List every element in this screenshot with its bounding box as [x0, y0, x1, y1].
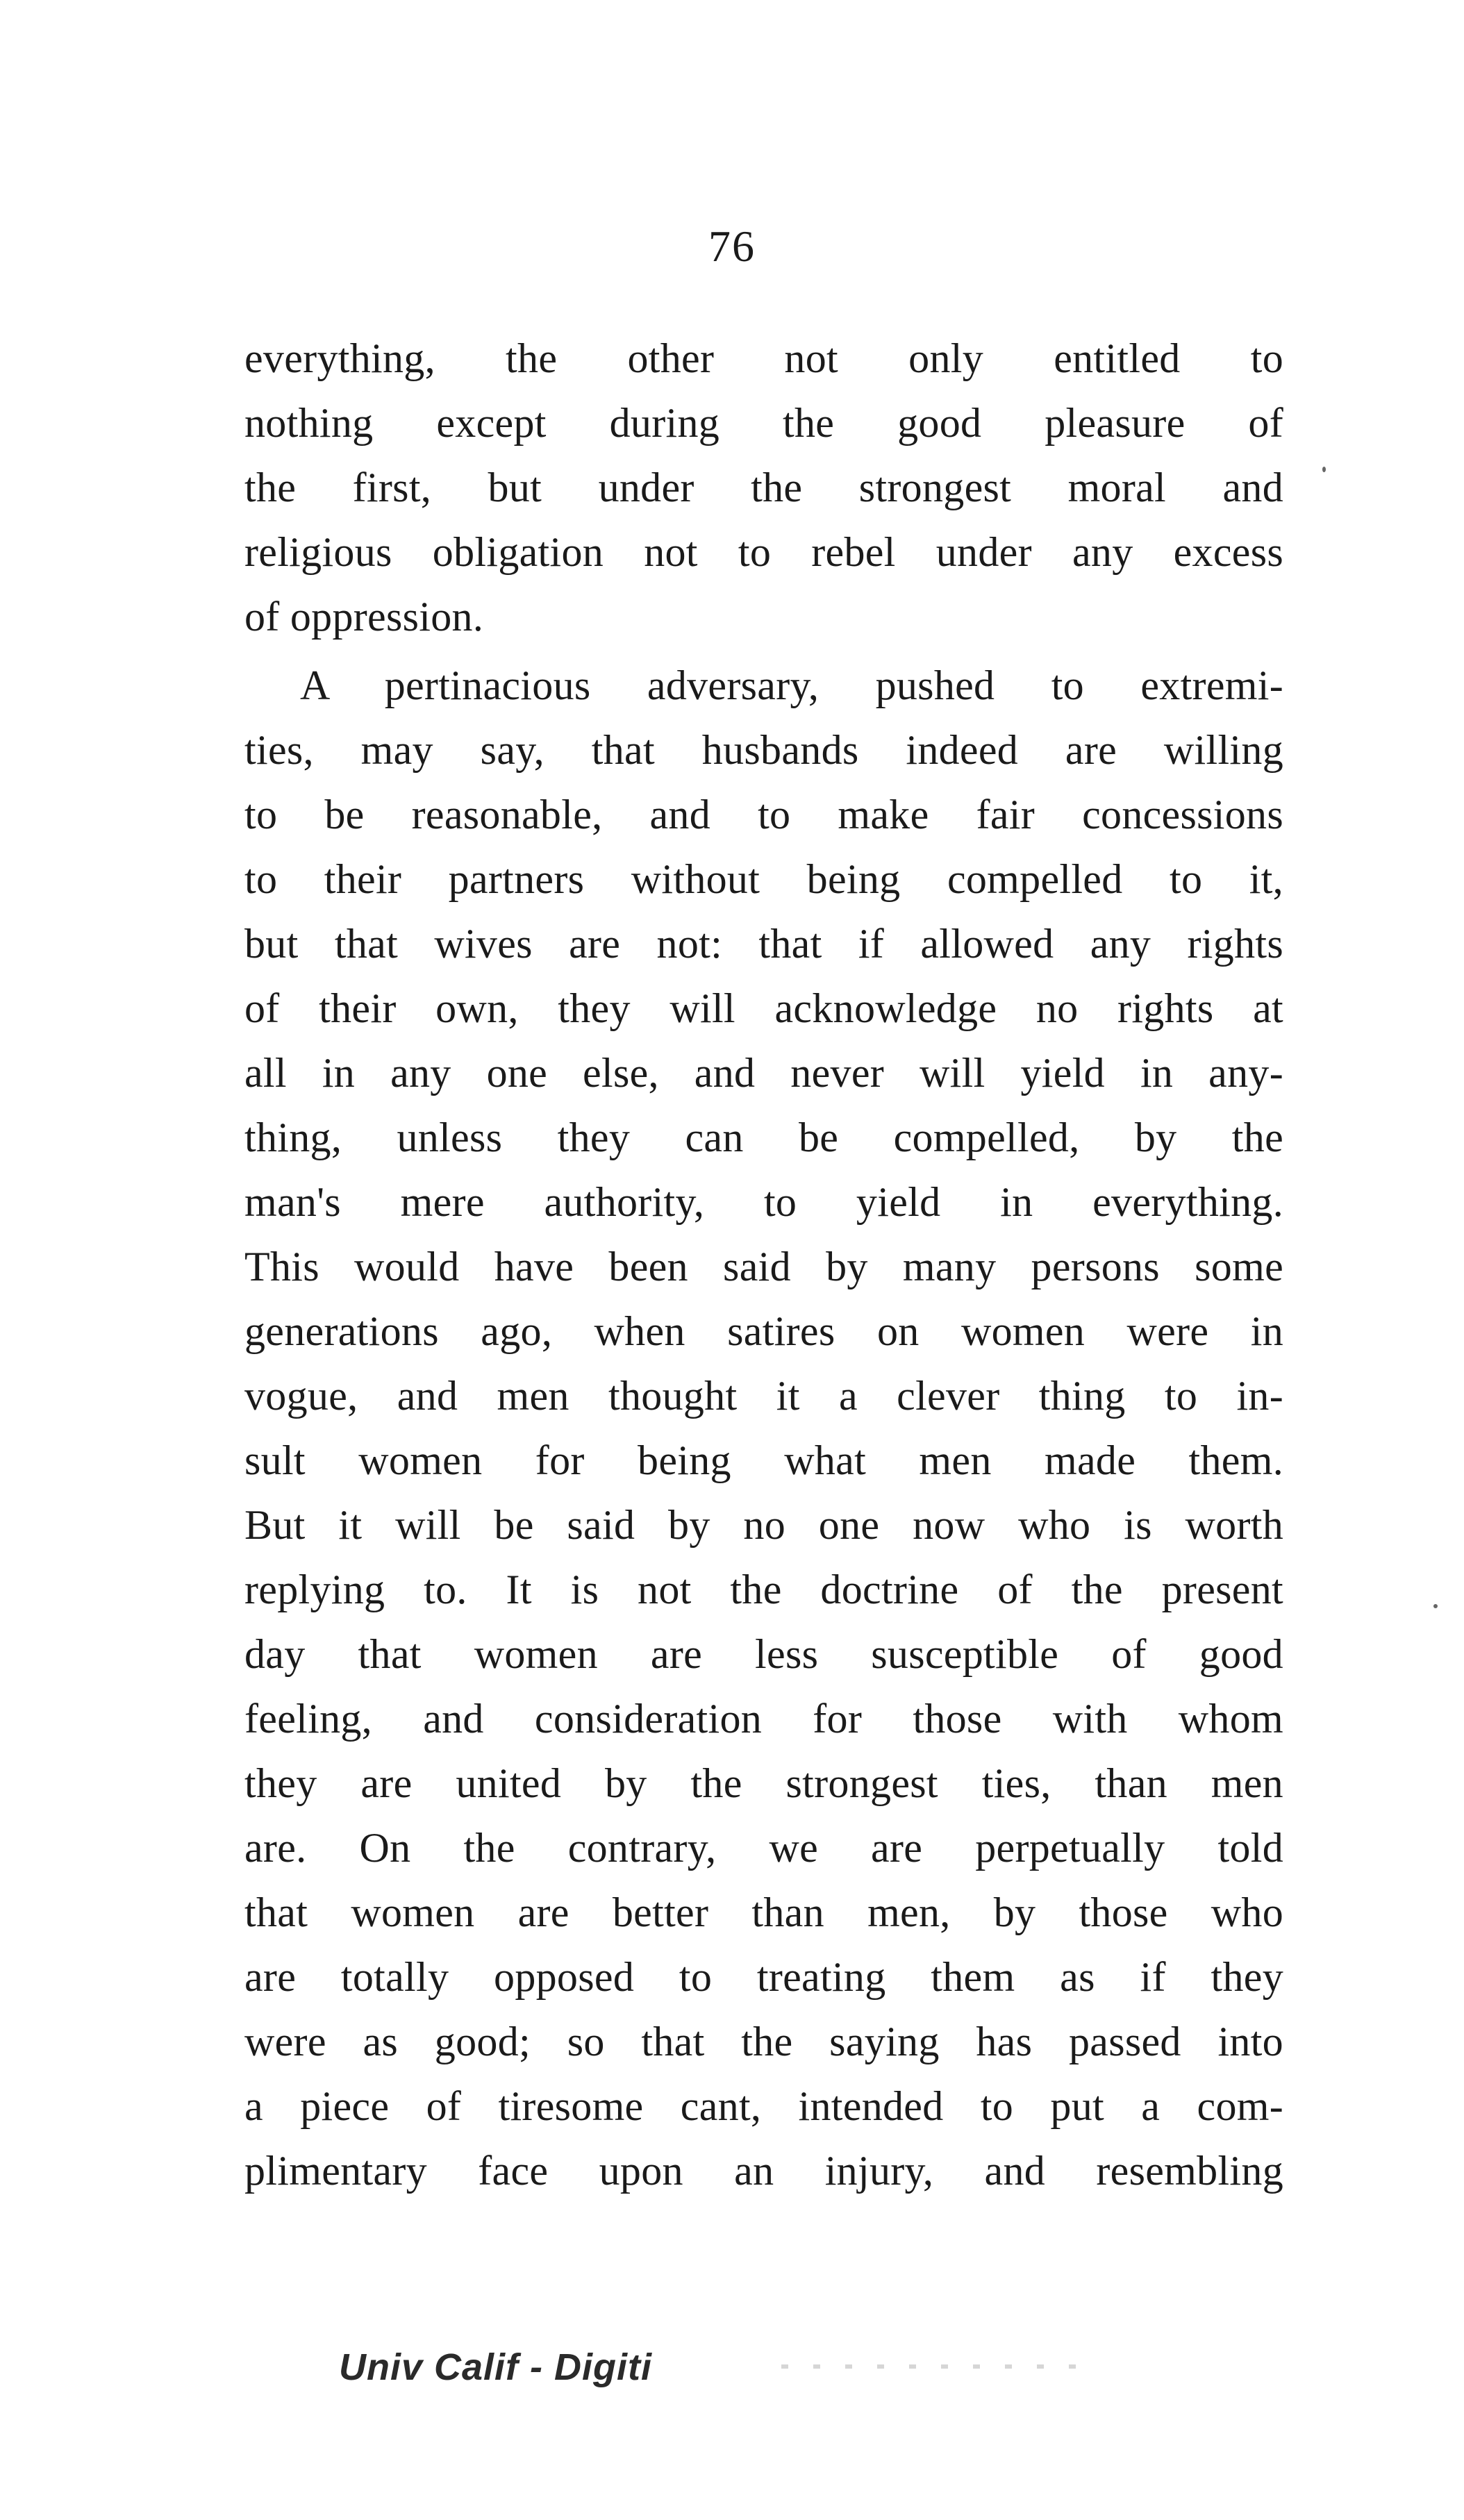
scan-speck — [1322, 467, 1326, 472]
text-line: nothing except during the good pleasure of — [244, 400, 1283, 446]
body-text — [244, 326, 1283, 2203]
text-line: plimentary face upon an injury, and resembling — [244, 2148, 1283, 2194]
text-line: to be reasonable, and to make fair concessions — [244, 792, 1283, 837]
text-line: everything, the other not only entitled to — [244, 335, 1283, 381]
text-line: of their own, they will acknowledge no rights at — [244, 985, 1283, 1031]
text-line: they are united by the strongest ties, than men — [244, 1760, 1283, 1806]
text-line: vogue, and men thought it a clever thing to in- — [244, 1373, 1283, 1419]
text-line: ties, may say, that husbands indeed are willing — [244, 727, 1283, 773]
text-line: This would have been said by many persons some — [244, 1244, 1283, 1290]
text-line: of oppression. — [244, 594, 484, 640]
text-line: but that wives are not: that if allowed any rights — [244, 921, 1283, 967]
text-line: to their partners without being compelled to it, — [244, 856, 1283, 902]
scan-speck — [1433, 1604, 1438, 1608]
text-line: a piece of tiresome cant, intended to put a com- — [244, 2083, 1283, 2129]
text-line: replying to. It is not the doctrine of the present — [244, 1567, 1283, 1612]
text-line: man's mere authority, to yield in everything. — [244, 1179, 1283, 1225]
text-line: are totally opposed to treating them as if they — [244, 1954, 1283, 2000]
paragraph-start-line: A pertinacious adversary, pushed to extremi- — [300, 662, 1283, 708]
text-line: religious obligation not to rebel under any excess — [244, 529, 1283, 575]
digitizer-watermark: Univ Calif - Digiti — [339, 2346, 652, 2388]
text-line: day that women are less susceptible of good — [244, 1631, 1283, 1677]
text-line: the first, but under the strongest moral and — [244, 465, 1283, 510]
text-line: sult women for being what men made them. — [244, 1437, 1283, 1483]
text-line: feeling, and consideration for those with whom — [244, 1696, 1283, 1742]
text-line: generations ago, when satires on women were in — [244, 1308, 1283, 1354]
text-line: But it will be said by no one now who is worth — [244, 1502, 1283, 1548]
text-line: were as good; so that the saying has passed into — [244, 2019, 1283, 2064]
text-line: thing, unless they can be compelled, by the — [244, 1115, 1283, 1160]
text-line: all in any one else, and never will yield in any- — [244, 1050, 1283, 1096]
page-number: 76 — [708, 222, 756, 271]
text-line: that women are better than men, by those who — [244, 1889, 1283, 1935]
faded-watermark-trail — [781, 2364, 1087, 2369]
text-line: are. On the contrary, we are perpetually told — [244, 1825, 1283, 1871]
